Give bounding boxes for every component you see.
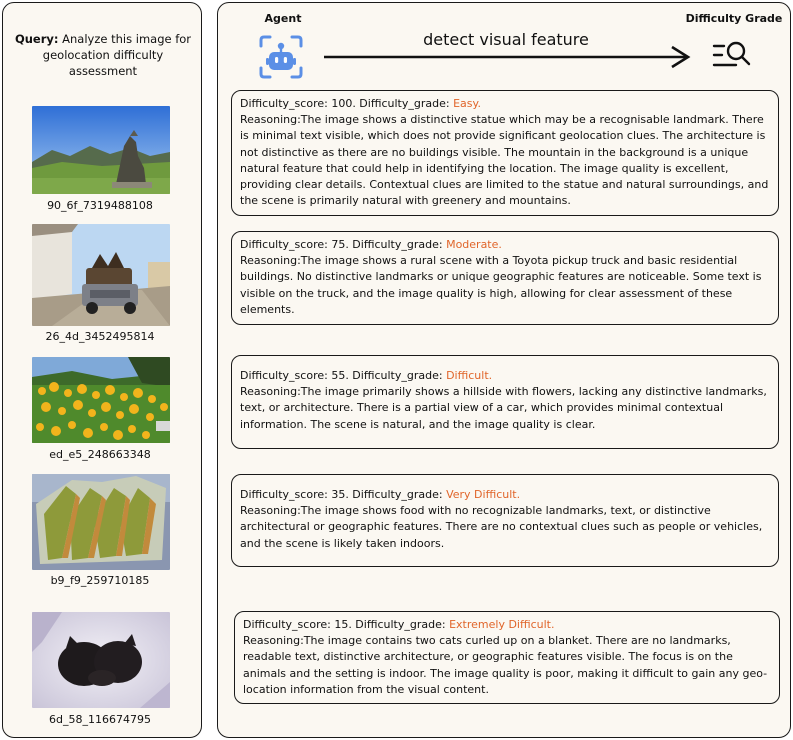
- difficulty-grade: Extremely Difficult.: [449, 618, 555, 631]
- result-card: [231, 474, 779, 567]
- flower-hillside-photo: [32, 357, 170, 443]
- image-id-label: 6d_58_116674795: [49, 713, 151, 726]
- agent-label: Agent: [264, 12, 302, 25]
- image-id-label: 26_4d_3452495814: [45, 330, 155, 343]
- score-line: [240, 237, 770, 253]
- score-line: [243, 617, 771, 633]
- image-id-label: 90_6f_7319488108: [47, 199, 153, 212]
- reasoning-text: Reasoning:The image shows a rural scene with a Toyota pickup truck and basic residential buildings. No distinctive landmarks or unique geographic features are noticeable. Some text is visible on the truck, and the image quality is high, allowing for clear assessment of these elements.: [240, 254, 762, 316]
- food-photo: [32, 474, 170, 570]
- reasoning-text: Reasoning:The image primarily shows a hillside with flowers, lacking any distinctive landmarks, text, or architecture. There is a partial view of a car, which provides minimal contextual information. The scene is natural, and the image quality is clear.: [240, 385, 767, 431]
- robot-icon: [258, 34, 304, 80]
- cats-blanket-photo: [32, 612, 170, 708]
- score-prefix: Difficulty_score: 15. Difficulty_grade:: [243, 618, 450, 631]
- query-text: [9, 31, 197, 79]
- reasoning-text: Reasoning:The image contains two cats curled up on a blanket. There are no landmarks, readable text, distinctive architecture, or geographic features visible. The focus is on the animals and the setting is indoor. The image quality is poor, making it difficult to gain any geo-location information from the visual content.: [243, 634, 768, 696]
- reasoning-text: Reasoning:The image shows a distinctive statue which may be a recognisable landmark. There is minimal text visible, which does not provide significant geolocation clues. The architecture is not distinctive as there are no buildings visible. The mountain in the background is a unique natural feature that could help in identifying the location. The image quality is excellent, providing clear details. Contextual clues are limited to the statue and natural surroundings, and the scene is primarily natural with greenery and mountains.: [240, 113, 769, 208]
- query-label: Query:: [14, 32, 59, 46]
- score-prefix: Difficulty_score: 55. Difficulty_grade:: [240, 369, 447, 382]
- score-line: [240, 487, 770, 503]
- score-line: [240, 368, 770, 384]
- difficulty-grade: Moderate.: [446, 238, 502, 251]
- arrow: [320, 44, 694, 70]
- statue-mountain-photo: [32, 106, 170, 194]
- result-card: [234, 611, 780, 704]
- reasoning-text: Reasoning:The image shows food with no recognizable landmarks, text, or distinctive architectural or geographic features. There are no contextual clues such as people or vehicles, and the scene is likely taken indoors.: [240, 504, 763, 550]
- difficulty-grade-label: Difficulty Grade: [685, 12, 783, 25]
- score-prefix: Difficulty_score: 100. Difficulty_grade:: [240, 97, 454, 110]
- search-list-icon: [712, 38, 754, 72]
- result-card: [231, 90, 779, 216]
- result-card: [231, 231, 779, 325]
- pickup-truck-photo: [32, 224, 170, 326]
- arrow-label: detect visual feature: [423, 30, 589, 49]
- image-id-label: b9_f9_259710185: [50, 574, 150, 587]
- result-card: [231, 355, 779, 449]
- score-prefix: Difficulty_score: 35. Difficulty_grade:: [240, 488, 447, 501]
- difficulty-grade: Very Difficult.: [446, 488, 521, 501]
- image-id-label: ed_e5_248663348: [49, 448, 151, 461]
- difficulty-grade: Easy.: [453, 97, 481, 110]
- score-prefix: Difficulty_score: 75. Difficulty_grade:: [240, 238, 447, 251]
- query-body: Analyze this image for geolocation difficulty assessment: [42, 32, 192, 78]
- score-line: [240, 96, 770, 112]
- difficulty-grade: Difficult.: [446, 369, 493, 382]
